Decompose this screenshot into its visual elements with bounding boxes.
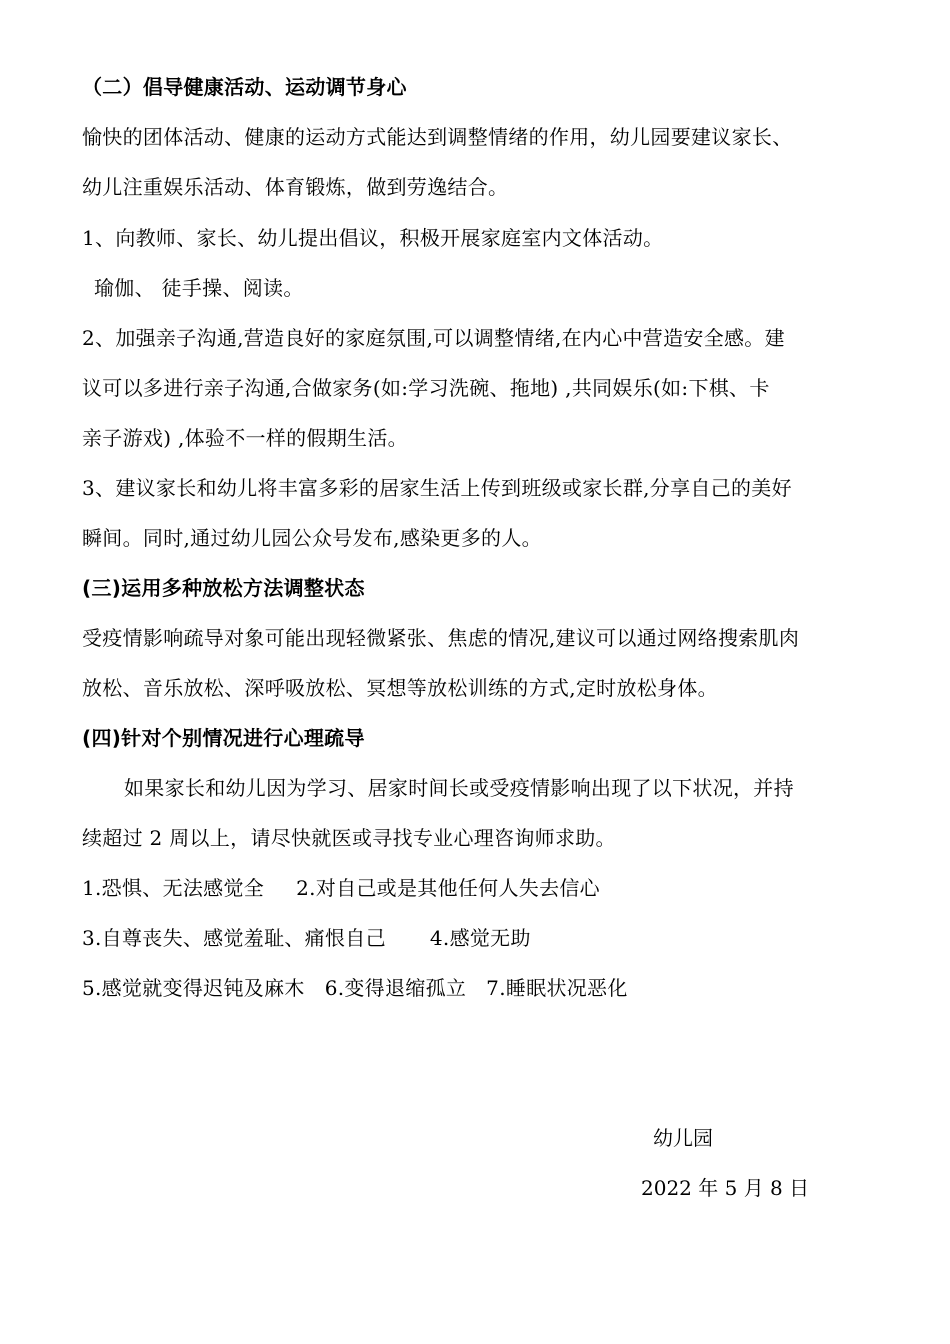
list-item-3-cont: 瞬间。同时,通过幼儿园公众号发布,感染更多的人。: [82, 526, 542, 550]
signature-organization: 幼儿园: [653, 1126, 713, 1150]
symptom-item: 4.感觉无助: [429, 926, 531, 950]
section-heading-3: (三)运用多种放松方法调整状态: [82, 576, 365, 600]
symptom-row: [82, 876, 600, 900]
list-item-1: 1、向教师、家长、幼儿提出倡议，积极开展家庭室内文体活动。: [82, 226, 664, 250]
section-heading-4: (四)针对个别情况进行心理疏导: [82, 726, 365, 750]
signature-date: 2022 年 5 月 8 日: [641, 1176, 810, 1200]
symptom-item: 6.变得退缩孤立: [324, 976, 467, 1000]
symptom-row: [82, 976, 628, 1000]
symptom-row: [82, 926, 531, 950]
symptom-item: 2.对自己或是其他任何人失去信心: [296, 876, 600, 900]
symptom-item: 7.睡眠状况恶化: [486, 976, 628, 1000]
list-item-1-detail: 瑜伽、 徒手操、阅读。: [94, 276, 304, 300]
paragraph-line: 受疫情影响疏导对象可能出现轻微紧张、焦虑的情况,建议可以通过网络搜索肌肉: [82, 626, 800, 650]
section-heading-2: （二）倡导健康活动、运动调节身心: [82, 75, 407, 99]
paragraph-line: 如果家长和幼儿因为学习、居家时间长或受疫情影响出现了以下状况，并持: [124, 776, 794, 800]
symptom-item: 1.恐惧、无法感觉全: [82, 876, 265, 900]
symptom-item: 5.感觉就变得迟钝及麻木: [82, 976, 305, 1000]
list-item-2-cont: 亲子游戏) ,体验不一样的假期生活。: [82, 426, 408, 450]
paragraph-line: 愉快的团体活动、健康的运动方式能达到调整情绪的作用，幼儿园要建议家长、: [82, 125, 793, 149]
list-item-2: 2、加强亲子沟通,营造良好的家庭氛围,可以调整情绪,在内心中营造安全感。建: [82, 326, 785, 350]
symptom-item: 3.自尊丧失、感觉羞耻、痛恨自己: [82, 926, 386, 950]
paragraph-line: 续超过 2 周以上，请尽快就医或寻找专业心理咨询师求助。: [82, 826, 616, 850]
paragraph-line: 幼儿注重娱乐活动、体育锻炼，做到劳逸结合。: [82, 175, 509, 199]
list-item-3: 3、建议家长和幼儿将丰富多彩的居家生活上传到班级或家长群,分享自己的美好: [82, 476, 792, 500]
paragraph-line: 放松、音乐放松、深呼吸放松、冥想等放松训练的方式,定时放松身体。: [82, 676, 718, 700]
list-item-2-cont: 议可以多进行亲子沟通,合做家务(如:学习洗碗、拖地) ,共同娱乐(如:下棋、卡: [82, 376, 770, 400]
